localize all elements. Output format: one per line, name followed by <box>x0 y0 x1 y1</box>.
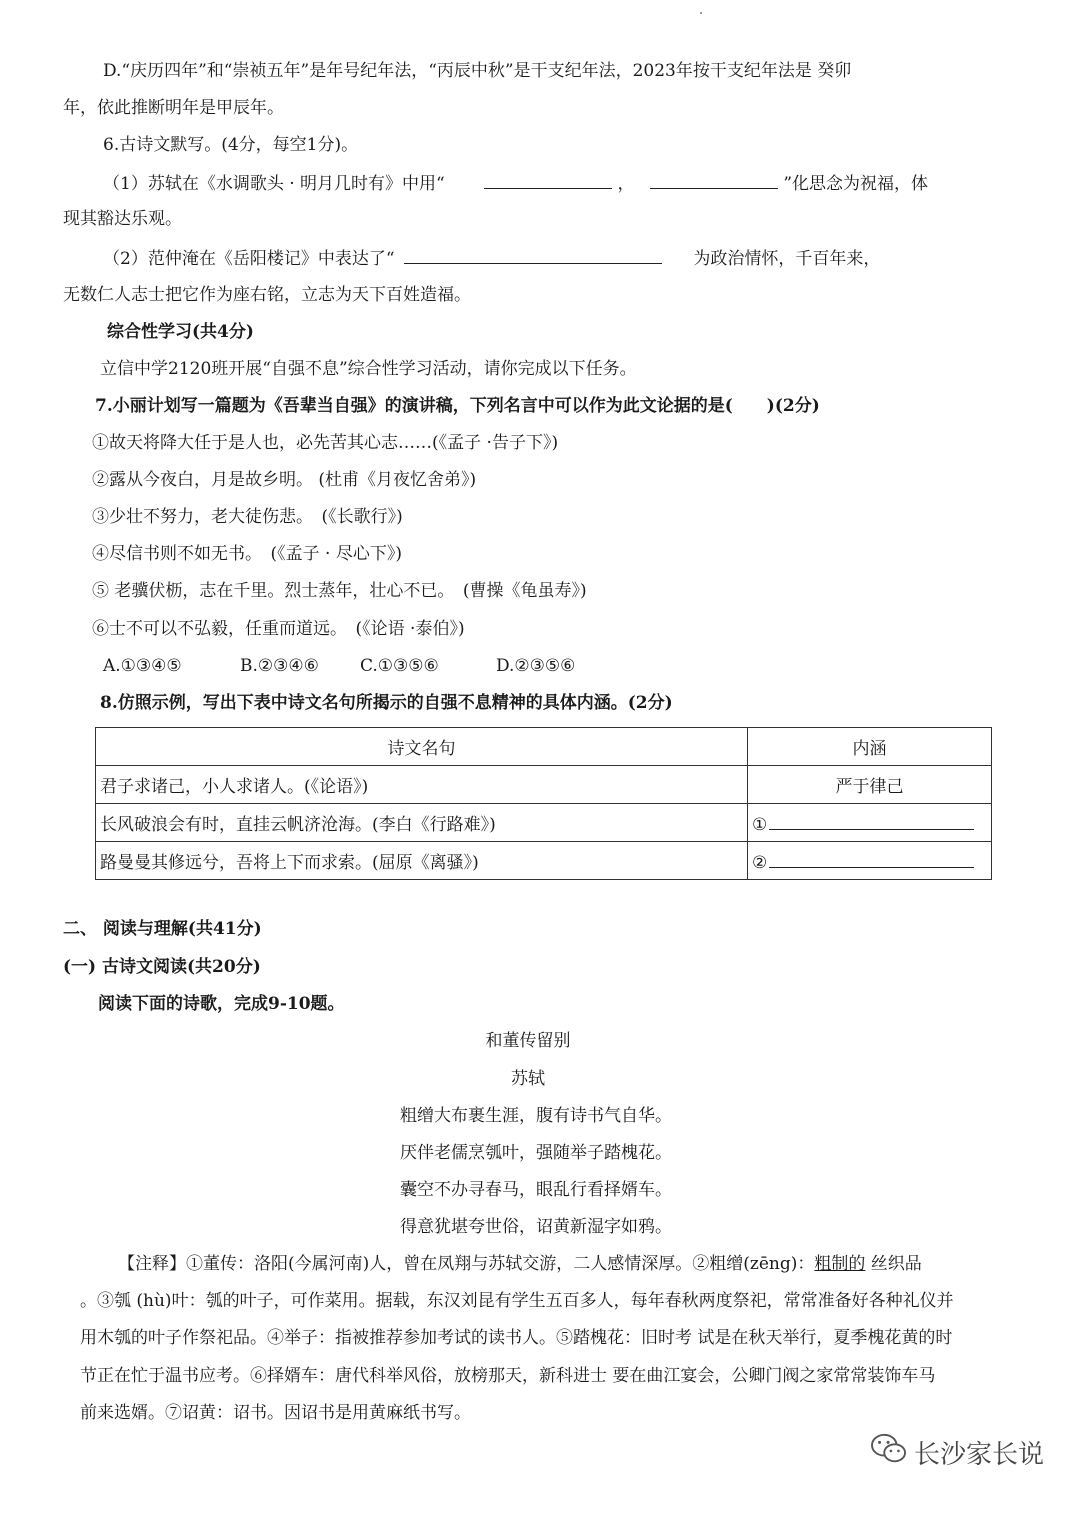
answer-blank-2[interactable] <box>769 849 974 868</box>
q7-option-a[interactable]: A.①③④⑤ <box>103 656 182 676</box>
q6-blank-1[interactable] <box>484 170 612 189</box>
row-meaning: 严于律己 <box>748 766 992 804</box>
watermark <box>870 1432 1044 1473</box>
row-quote: 君子求诸己，小人求诸人。(《论语》) <box>96 766 748 804</box>
poem-line: 囊空不办寻春马，眼乱行看择婿车。 <box>400 1180 672 1200</box>
comprehensive-intro: 立信中学2120班开展“自强不息”综合性学习活动，请你完成以下任务。 <box>100 359 637 379</box>
notes-line-1-b: 丝织品 <box>865 1254 922 1274</box>
q7-option-c[interactable]: C.①③⑤⑥ <box>360 656 439 676</box>
notes-line-1-a: 【注释】①董传：洛阳(今属河南)人，曾在凤翔与苏轼交游，二人感情深厚。②粗缯(zēng)： <box>118 1254 815 1274</box>
q6-blank-2[interactable] <box>650 170 778 189</box>
notes-line-4: 节正在忙于温书应考。⑥择婿车：唐代科举风俗，放榜那天，新科进士 要在曲江宴会，公卿门阀之家常常装饰车马 <box>80 1366 936 1386</box>
q8-title: 8.仿照示例，写出下表中诗文名句所揭示的自强不息精神的具体内涵。(2分) <box>100 693 673 713</box>
notes-line-3: 用木瓠的叶子作祭祀品。④举子：指被推荐参加考试的读书人。⑤踏槐花：旧时考 试是在秋天举行，夏季槐花黄的时 <box>80 1328 953 1348</box>
q7-item-2: ②露从今夜白，月是故乡明。 (杜甫《月夜忆舍弟》) <box>92 470 477 490</box>
q6-title: 6.古诗文默写。(4分，每空1分)。 <box>103 135 359 155</box>
notes-line-5: 前来选婿。⑦诏黄：诏书。因诏书是用黄麻纸书写。 <box>80 1403 471 1423</box>
scan-dot <box>700 12 702 14</box>
answer-blank-1[interactable] <box>769 811 974 830</box>
q6-blank-3[interactable] <box>404 245 662 264</box>
table-row <box>96 766 992 804</box>
poem-line: 粗缯大布裹生涯，腹有诗书气自华。 <box>400 1106 672 1126</box>
q5-option-d-line2: 年，依此推断明年是甲辰年。 <box>63 98 284 118</box>
q6-part2-text-c: 无数仁人志士把它作为座右铭，立志为天下百姓造福。 <box>63 285 471 305</box>
row-answer-marker: ① <box>752 814 768 835</box>
notes-line-1 <box>118 1252 922 1276</box>
row-answer-cell <box>748 804 992 842</box>
q7-item-4: ④尽信书则不如无书。 (《孟子 · 尽心下》) <box>92 544 402 564</box>
poem-line: 得意犹堪夸世俗，诏黄新湿字如鸦。 <box>400 1217 672 1237</box>
table-row <box>96 804 992 842</box>
watermark-text: 长沙家长说 <box>914 1440 1045 1470</box>
section2-subtitle: (一) 古诗文阅读(共20分) <box>63 957 261 977</box>
header-meaning: 内涵 <box>748 728 992 766</box>
q5-option-d-line1: D.“庆历四年”和“崇祯五年”是年号纪年法，“丙辰中秋”是干支纪年法，2023年按干支纪年法是 癸卯 <box>103 61 852 81</box>
q7-option-b[interactable]: B.②③④⑥ <box>240 656 319 676</box>
q6-part2-text-b: 为政治情怀，千百年来， <box>693 249 881 269</box>
header-quote: 诗文名句 <box>96 728 748 766</box>
wechat-icon <box>870 1432 908 1473</box>
q7-title: 7.小丽计划写一篇题为《吾辈当自强》的演讲稿，下列名言中可以作为此文论据的是( )(2分) <box>95 396 820 416</box>
comprehensive-section-title: 综合性学习(共4分) <box>107 322 254 342</box>
q7-item-1: ①故天将降大任于是人也，必先苦其心志……(《孟子 ·告子下》) <box>92 433 559 453</box>
q6-part1-sep: ， <box>617 174 635 194</box>
q7-item-6: ⑥士不可以不弘毅，任重而道远。 (《论语 ·泰伯》) <box>92 619 465 639</box>
poem-line: 厌伴老儒烹瓠叶，强随举子踏槐花。 <box>400 1143 672 1163</box>
q6-part1-text-b: ”化思念为祝福，体 <box>783 174 929 194</box>
q6-part2-line <box>103 245 880 271</box>
q6-part1-text-c: 现其豁达乐观。 <box>63 209 182 229</box>
section2-title: 二、 阅读与理解(共41分) <box>63 919 262 939</box>
q7-option-d[interactable]: D.②③⑤⑥ <box>496 656 576 676</box>
q7-item-5: ⑤ 老骥伏枥，志在千里。烈士蒸年，壮心不已。 (曹操《龟虽寿》) <box>92 581 587 601</box>
q6-part1-line <box>103 170 928 196</box>
row-quote: 长风破浪会有时，直挂云帆济沧海。(李白《行路难》) <box>96 804 748 842</box>
row-answer-cell <box>748 842 992 880</box>
notes-underlined: 粗制的 <box>814 1254 866 1274</box>
row-quote: 路曼曼其修远兮，吾将上下而求索。(屈原《离骚》) <box>96 842 748 880</box>
q6-part1-text-a: （1）苏轼在《水调歌头 · 明月几时有》中用“ <box>103 174 445 194</box>
poem-title: 和董传留别 <box>485 1031 571 1051</box>
section2-instruction: 阅读下面的诗歌，完成9-10题。 <box>98 994 345 1014</box>
poem-author: 苏轼 <box>511 1069 545 1089</box>
table-row <box>96 842 992 880</box>
q8-table <box>95 727 992 880</box>
q7-item-3: ③少壮不努力，老大徒伤悲。 (《长歌行》) <box>92 507 403 527</box>
row-answer-marker: ② <box>752 852 768 873</box>
notes-line-2: 。③瓠 (hù)叶：瓠的叶子，可作菜用。据载，东汉刘昆有学生五百多人，每年春秋两度祭祀，常常准备好各种礼仪并 <box>80 1291 954 1311</box>
q6-part2-text-a: （2）范仲淹在《岳阳楼记》中表达了“ <box>103 249 395 269</box>
table-header-row <box>96 728 992 766</box>
